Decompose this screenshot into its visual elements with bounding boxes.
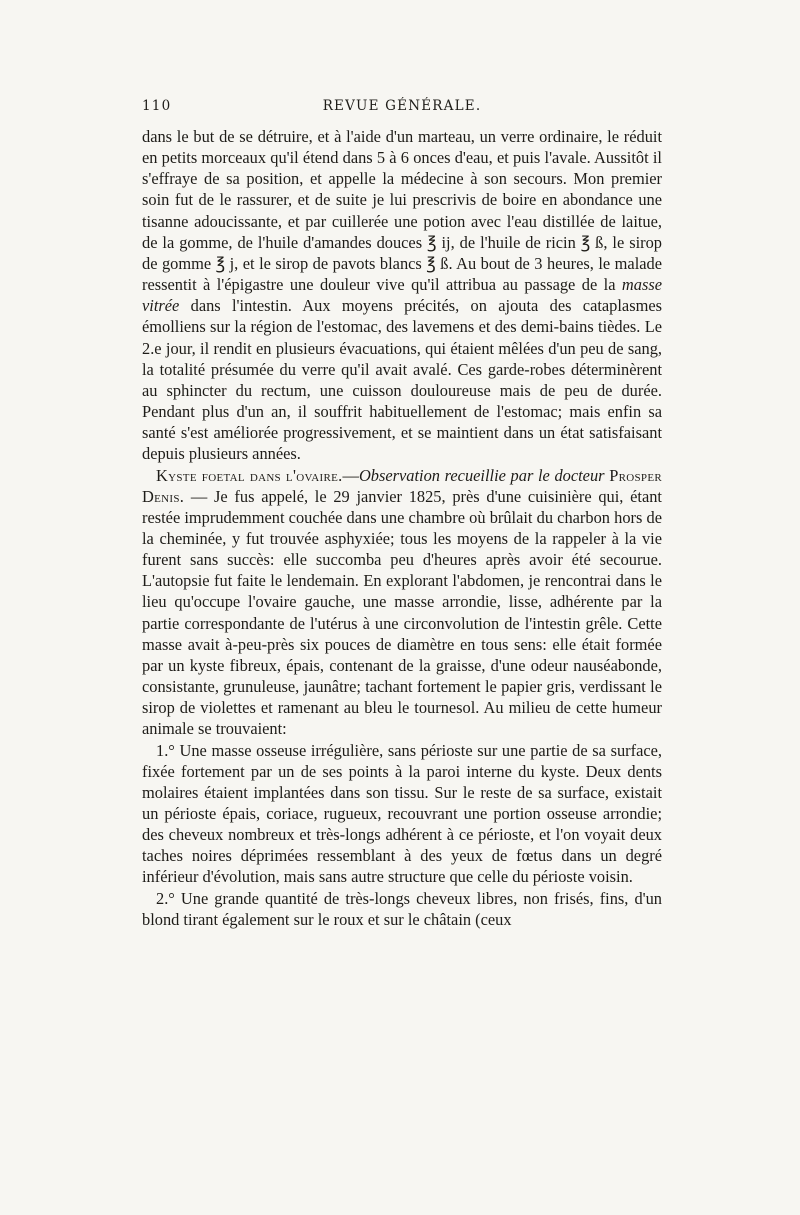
paragraph-glass-case: [142, 126, 662, 465]
paragraph-text: dans le but de se détruire, et à l'aide d'un marteau, un verre ordinaire, le réduit en petits morceaux qu'il étend dans 5 à 6 onces d'eau, et puis l'avale. Aussitôt il s'effraye de sa position, et appelle la médecine à son secours. Mon premier soin fut de le rassurer, et de suite je lui prescrivis de boire en abondance une tisanne adoucissante, et par cuillerée une potion avec l'eau distillée de laitue, de la gomme, de l'huile d'amandes douces ℥ ij, de l'huile de ricin ℥ ß, le sirop de gomme ℥ j, et le sirop de pavots blancs ℥ ß. Au bout de 3 heures, le malade ressentit à l'épigastre une douleur vive qu'il attribua au passage de la: [142, 127, 662, 295]
page-number: 110: [142, 98, 172, 114]
paragraph-item-2: 2.° Une grande quantité de très-longs cheveux libres, non frisés, fins, d'un blond tirant également sur le roux et sur le châtain (ceux: [142, 888, 662, 929]
paragraph-item-1: 1.° Une masse osseuse irrégulière, sans périoste sur une partie de sa surface, fixée fortement par un de ses points à la paroi interne du kyste. Deux dents molaires étaient implantées dans son tissu. Sur le reste de sa surface, existait un périoste épais, coriace, rugueux, recouvrant une portion osseuse arrondie; des cheveux nombreux et très-longs adhérent à ce périoste, et l'on voyait deux taches noires déprimées ressemblant à des yeux de fœtus dans un degré inférieur d'évolution, mais sans autre structure que celle du périoste voisin.: [142, 740, 662, 887]
running-title: REVUE GÉNÉRALE.: [322, 98, 482, 114]
observation-title: Observation recueillie par le docteur: [358, 465, 605, 485]
body-text: [142, 126, 662, 930]
paragraph-text: dans l'intestin. Aux moyens précités, on ajouta des cataplasmes émolliens sur la région de l'estomac, des lavemens et des demi-bains tièdes. Le 2.e jour, il rendit en plusieurs évacuations, qui étaient mêlées d'un peu de sang, la totalité présumée du verre qu'il avait avalé. Ces garde-robes déterminèrent au sphincter du rectum, une cuisson douloureuse mais de peu de durée. Pendant plus d'un an, il souffrit habituellement de l'estomac; mais enfin sa santé s'est améliorée progressivement, et se maintient dans un état satisfaisant depuis plusieurs années.: [142, 296, 662, 464]
page-header: [142, 98, 662, 120]
paragraph-text: — Je fus appelé, le 29 janvier 1825, près d'une cuisinière qui, étant restée imprudemment couchée dans une chambre où brûlait du charbon hors de la cheminée, y fut trouvée asphyxiée; tous les moyens de la rappeler à la vie furent sans succès: elle succomba peu d'heures après avoir été secourue. L'autopsie fut faite le lendemain. En explorant l'abdomen, je rencontrai dans le lieu qu'occupe l'ovaire gauche, une masse arrondie, lisse, adhérente par la partie correspondante de l'utérus à une circonvolution de l'intestin grêle. Cette masse avait à-peu-près six pouces de diamètre en tous sens: elle était formée par un kyste fibreux, épais, contenant de la graisse, d'une odeur nauséabonde, consistante, grunuleuse, jaunâtre; tachant fortement le papier gris, verdissant le sirop de violettes et ramenant au bleu le tournesol. Au milieu de cette humeur animale se trouvaient:: [142, 486, 662, 739]
em-dash: —: [342, 465, 359, 485]
section-heading: Kyste foetal dans l'ovaire.: [156, 465, 343, 485]
paragraph-fetal-cyst: [142, 465, 662, 740]
italic-term: masse vitrée: [142, 275, 662, 316]
author-name: Prosper Denis.: [142, 465, 662, 506]
